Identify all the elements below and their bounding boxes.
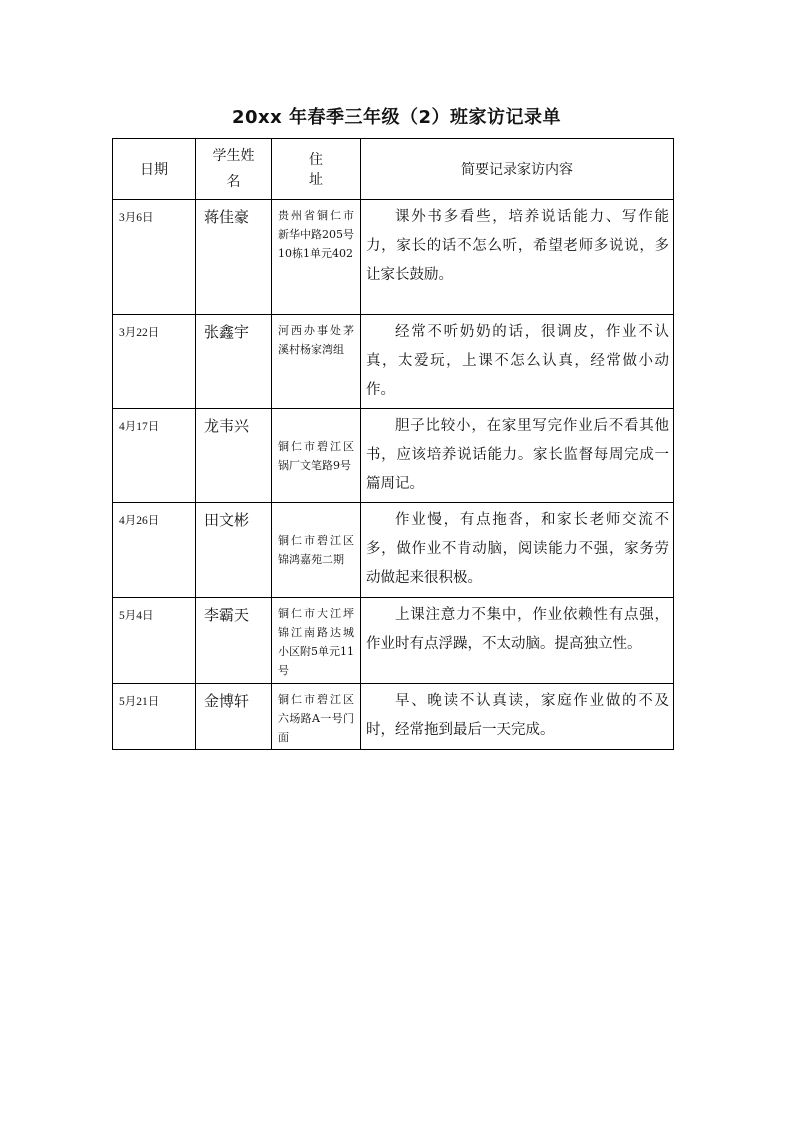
student-address: 河西办事处茅溪村杨家湾组	[272, 315, 361, 409]
visit-date: 5月4日	[113, 598, 196, 684]
student-name: 田文彬	[196, 503, 272, 598]
table-row	[113, 315, 674, 409]
table-row	[113, 598, 674, 684]
student-address: 铜仁市碧江区锦鸿嘉苑二期	[272, 503, 361, 598]
header-address: 住址	[272, 139, 361, 200]
visit-notes: 上课注意力不集中，作业依赖性有点强，作业时有点浮躁，不太动脑。提高独立性。	[361, 598, 674, 684]
student-name: 李霸天	[196, 598, 272, 684]
visit-date: 4月26日	[113, 503, 196, 598]
student-address: 贵州省铜仁市新华中路205号10栋1单元402	[272, 200, 361, 315]
visit-notes: 作业慢，有点拖沓，和家长老师交流不多，做作业不肯动脑，阅读能力不强，家务劳动做起来很积极。	[361, 503, 674, 598]
table-row	[113, 200, 674, 315]
visit-notes: 胆子比较小，在家里写完作业后不看其他书，应该培养说话能力。家长监督每周完成一篇周记。	[361, 409, 674, 503]
visit-date: 3月22日	[113, 315, 196, 409]
visit-date: 5月21日	[113, 684, 196, 750]
table-row	[113, 684, 674, 750]
home-visit-table	[112, 138, 674, 750]
student-address: 铜仁市大江坪锦江南路达城小区附5单元11号	[272, 598, 361, 684]
student-name: 张鑫宇	[196, 315, 272, 409]
student-name: 龙韦兴	[196, 409, 272, 503]
student-address: 铜仁市碧江区锅厂文笔路9号	[272, 409, 361, 503]
visit-date: 3月6日	[113, 200, 196, 315]
table-row	[113, 409, 674, 503]
header-row	[113, 139, 674, 200]
student-address: 铜仁市碧江区六场路A一号门面	[272, 684, 361, 750]
header-content: 简要记录家访内容	[361, 139, 674, 200]
header-name: 学生姓名	[196, 139, 272, 200]
document-title: 20xx 年春季三年级（2）班家访记录单	[231, 107, 562, 128]
visit-notes: 早、晚读不认真读，家庭作业做的不及时，经常拖到最后一天完成。	[361, 684, 674, 750]
table-row	[113, 503, 674, 598]
header-date: 日期	[113, 139, 196, 200]
visit-notes: 经常不听奶奶的话，很调皮，作业不认真，太爱玩，上课不怎么认真，经常做小动作。	[361, 315, 674, 409]
visit-date: 4月17日	[113, 409, 196, 503]
student-name: 金博轩	[196, 684, 272, 750]
visit-notes: 课外书多看些，培养说话能力、写作能力，家长的话不怎么听，希望老师多说说，多让家长鼓励。	[361, 200, 674, 315]
student-name: 蒋佳豪	[196, 200, 272, 315]
